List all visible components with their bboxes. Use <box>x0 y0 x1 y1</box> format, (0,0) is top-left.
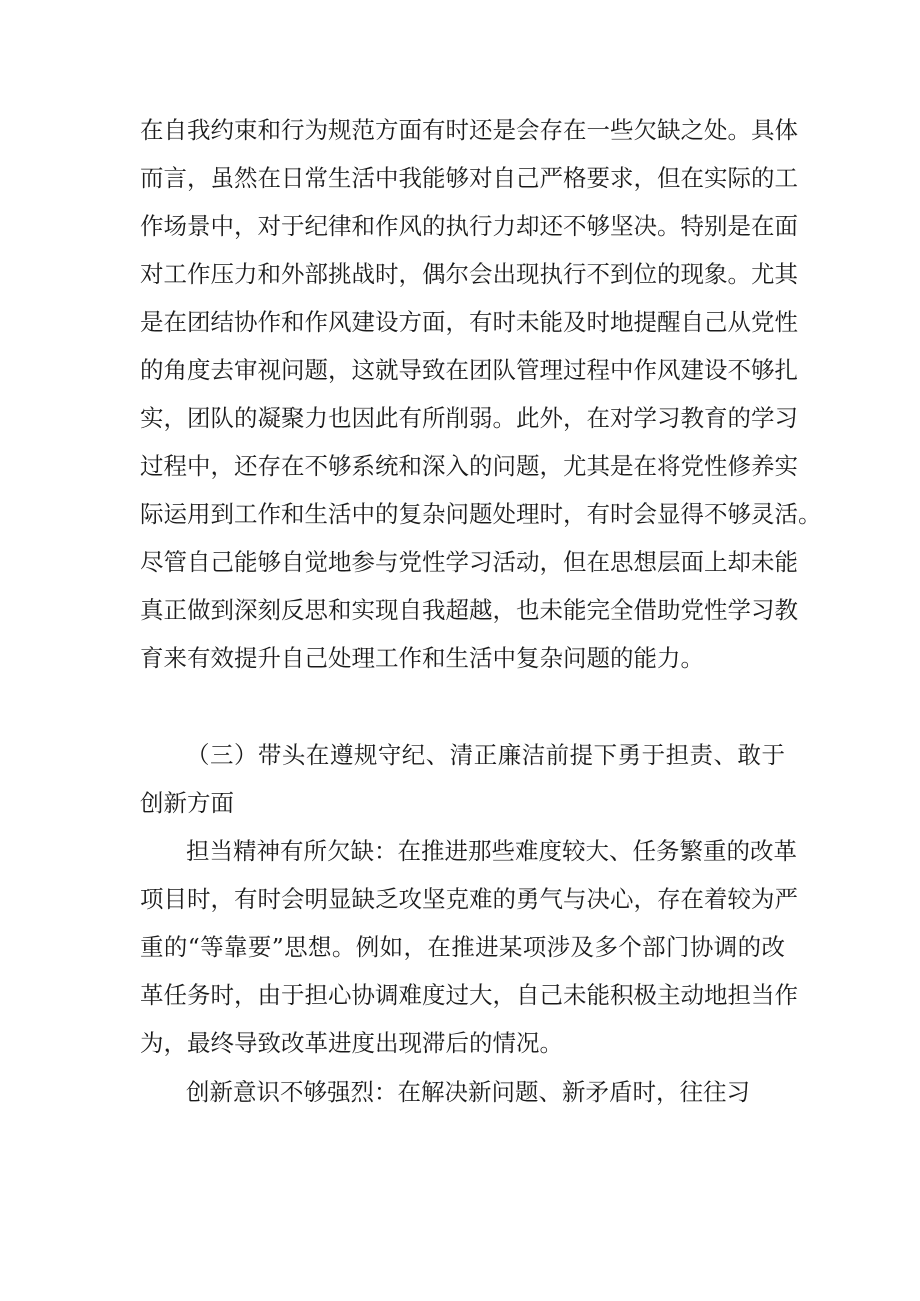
text-line: 而言，虽然在日常生活中我能够对自己严格要求，但在实际的工 <box>140 164 798 192</box>
text-line: 真正做到深刻反思和实现自我超越，也未能完全借助党性学习教 <box>140 596 798 624</box>
text-line: 育来有效提升自己处理工作和生活中复杂问题的能力。 <box>140 644 704 672</box>
text-line: 为，最终导致改革进度出现滞后的情况。 <box>140 1029 563 1057</box>
text-line: 创新意识不够强烈：在解决新问题、新矛盾时，往往习 <box>186 1078 750 1106</box>
text-line: 重的“等靠要”思想。例如，在推进某项涉及多个部门协调的改 <box>140 933 785 961</box>
text-line: 在自我约束和行为规范方面有时还是会存在一些欠缺之处。具体 <box>140 116 798 144</box>
text-line: 担当精神有所欠缺：在推进那些难度较大、任务繁重的改革 <box>186 837 797 865</box>
text-line: 尽管自己能够自觉地参与党性学习活动，但在思想层面上却未能 <box>140 548 798 576</box>
text-line: 的角度去审视问题，这就导致在团队管理过程中作风建设不够扎 <box>140 356 798 384</box>
text-line: 项目时，有时会明显缺乏攻坚克难的勇气与决心，存在着较为严 <box>140 885 798 913</box>
text-line: 是在团结协作和作风建设方面，有时未能及时地提醒自己从党性 <box>140 308 798 336</box>
text-line: 过程中，还存在不够系统和深入的问题，尤其是在将党性修养实 <box>140 452 798 480</box>
text-line: 际运用到工作和生活中的复杂问题处理时，有时会显得不够灵活。 <box>140 500 822 528</box>
text-line: 对工作压力和外部挑战时，偶尔会出现执行不到位的现象。尤其 <box>140 260 798 288</box>
text-line: 作场景中，对于纪律和作风的执行力却还不够坚决。特别是在面 <box>140 212 798 240</box>
heading-line: （三）带头在遵规守纪、清正廉洁前提下勇于担责、敢于 <box>186 741 785 769</box>
text-line: 实，团队的凝聚力也因此有所削弱。此外，在对学习教育的学习 <box>140 404 798 432</box>
heading-line: 创新方面 <box>140 789 234 817</box>
text-line: 革任务时，由于担心协调难度过大，自己未能积极主动地担当作 <box>140 981 798 1009</box>
